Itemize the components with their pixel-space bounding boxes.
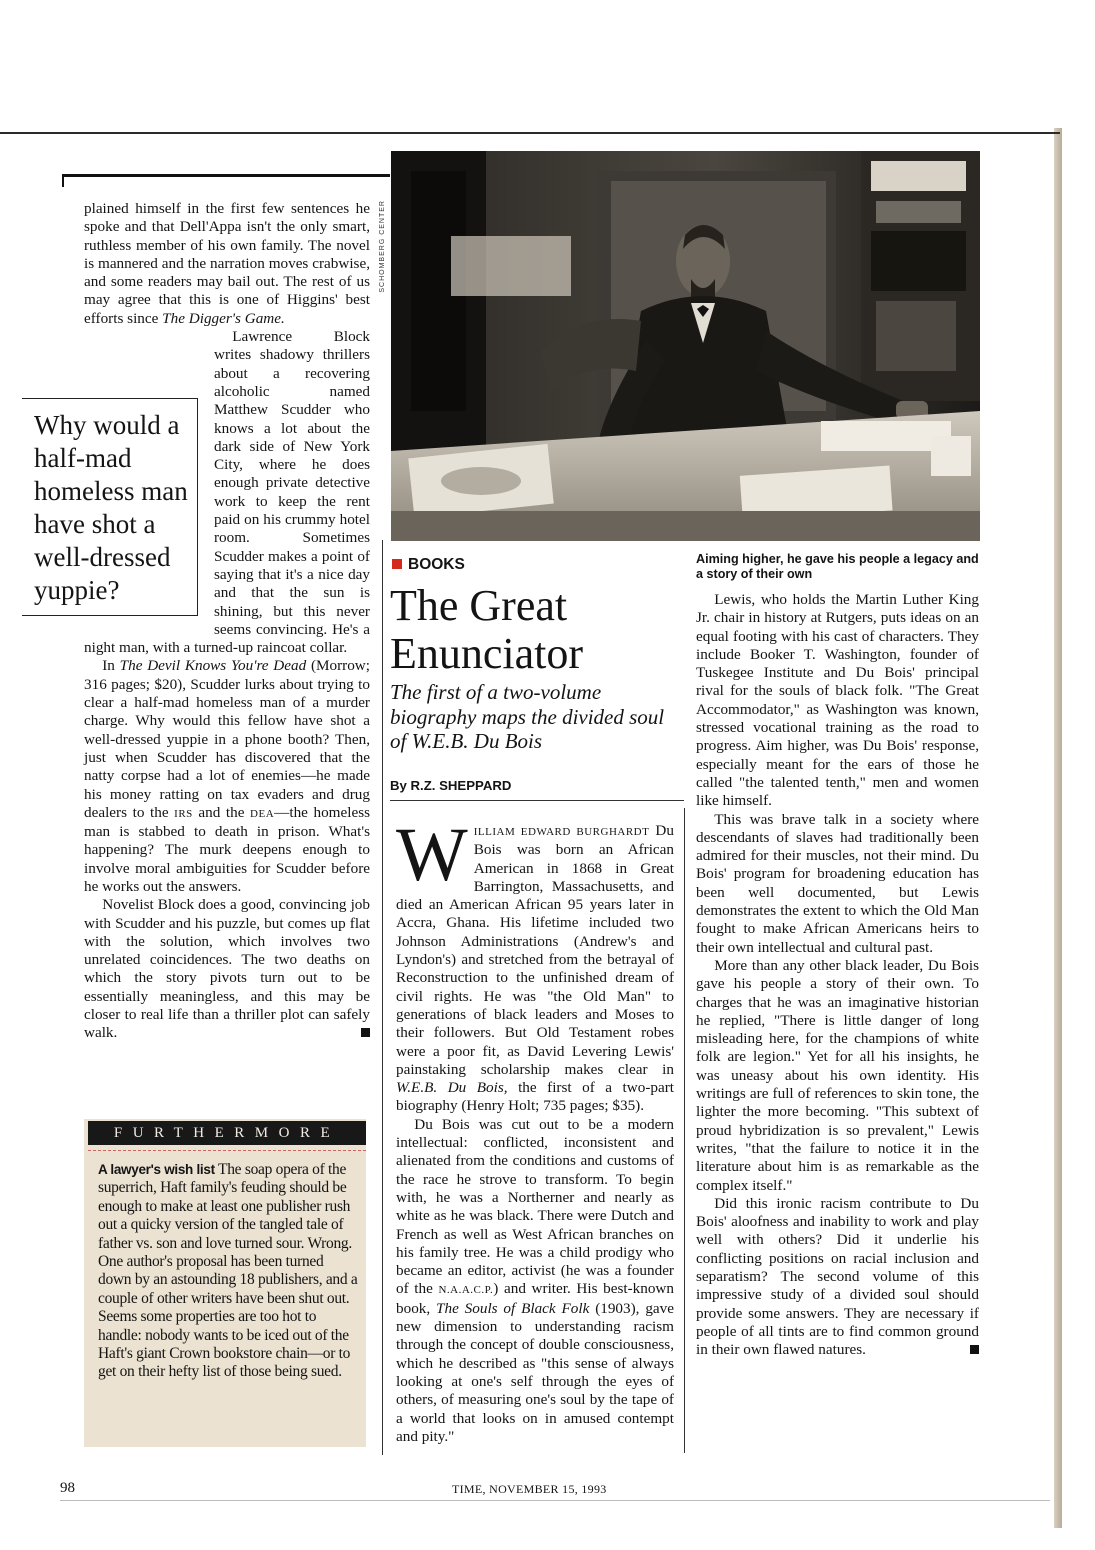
paragraph: In The Devil Knows You're Dead (Morrow; 316 pages; $20), Scudder lurks about trying to clear a half-mad homeless man of a murder charge. Why would this fellow have shot a well-dressed yuppie in a phone booth? Then, just when Scudder has discovered that the natty corpse had a lot of enemies—he made his money ratting on tax evaders and drug dealers to the IRS and the DEA—the homeless man is stabbed to death in prison. What's happening? The murk deepens enough to involve moral ambiguities for Scudder before he works out the answers. <box>84 657 371 895</box>
photo-credit: SCHOMBERG CENTER <box>379 200 386 293</box>
deck: The first of a two-volume biography maps the divided soul of W.E.B. Du Bois <box>390 680 665 753</box>
column-2 <box>396 813 674 1446</box>
paragraph: WILLIAM EDWARD BURGHARDT Du Bois was born an African American in 1868 in Great Barrington, Massachusetts, and died an American African 95 years later in Accra, Ghana. His lifetime included two Johnson Administrations (Andrew's and Lyndon's) and stretched from the betrayal of Reconstruction to the unfinished dream of civil rights. He was "the Old Man" to generations of black leaders and Moses to their followers. But Old Testament robes were a poor fit, as David Levering Lewis' painstaking scholarship makes clear in W.E.B. Du Bois, the first of a two-part biography (Henry Holt; 735 pages; $35). <box>396 813 674 1115</box>
paragraph: More than any other black leader, Du Bois gave his people a story of their own. To charges that he was an imaginative historian he replied, "There is little danger of long misleading here, for the champions of white folk are legion." Yet for all his insights, he was uneasy about his own identity. His writings are full of references to skin tone, the lighter the more becoming. "This subtext of proud hybridization is so prevalent," Lewis writes, "that the failure to notice it in the literature about him is as remarkable as the complex itself." <box>696 956 979 1194</box>
paragraph: This was brave talk in a society where descendants of slaves had traditionally been admired for their muscles, not their mind. Du Bois' program for broadening education has been well documented, but Lewis demonstrates the extent to which the Old Man fought to make African Americans heirs to their own intellectual and cultural past. <box>696 810 979 956</box>
column-1 <box>84 200 370 1043</box>
top-rule <box>0 132 1060 134</box>
photo-illustration <box>391 151 980 541</box>
pull-quote: Why would a half-mad homeless man have shot a well-dressed yuppie? <box>22 398 198 616</box>
column-divider <box>382 540 383 1455</box>
bottom-rule <box>60 1500 1050 1501</box>
paragraph: Lawrence Block writes shadowy thrillers about a recovering alcoholic named Matthew Scudder who knows a lot about the dark side of New York City, where he does enough private detective work to keep the rent paid on his crummy hotel room. Sometimes Scudder makes a point of saying that it's a nice day and that the sun is shining, but this never seems convincing. He's a night man, with a turned-up raincoat collar. <box>84 328 370 657</box>
byline: By R.Z. SHEPPARD <box>390 778 512 793</box>
furthermore-heading: FURTHERMORE <box>88 1121 366 1145</box>
page-edge-shadow <box>1054 128 1062 1528</box>
headline: The Great Enunciator <box>390 581 584 678</box>
section-label: BOOKS <box>392 556 465 574</box>
end-mark-icon <box>970 1345 979 1354</box>
page-number: 98 <box>60 1480 75 1496</box>
magazine-footer: TIME, NOVEMBER 15, 1993 <box>452 1482 607 1496</box>
paragraph: Du Bois was cut out to be a modern intellectual: conflicted, inconsistent and alienated from the conditions and customs of the race he strove to transform. To begin with, he was a Northerner and nearly as white as he was black. There were Dutch and French as well as West African branches on his family tree. He was a child prodigy who became an editor, activist (he was a founder of the N.A.A.C.P.) and writer. His best-known book, The Souls of Black Folk (1903), gave new dimension to understanding racism through the concept of double consciousness, which he described as "this sense of always looking at one's self through the eyes of others, of measuring one's soul by the tape of a world that looks on in amused contempt and pity." <box>396 1115 674 1445</box>
drop-cap: W <box>396 813 468 897</box>
photo-caption: Aiming higher, he gave his people a legacy and a story of their own <box>696 552 979 581</box>
column-3 <box>696 591 979 1359</box>
column-divider <box>684 808 685 1453</box>
furthermore-divider <box>88 1150 366 1151</box>
end-mark-icon <box>361 1028 370 1037</box>
furthermore-text: A lawyer's wish list The soap opera of the superrich, Haft family's feuding should be enough to make at least one publisher rush out a quicky version of the tangled tale of father vs. son and love turned sour. Wrong. One author's proposal has been turned down by an astounding 18 publishers, and a couple of other writers have been shut out. Seems some properties are too hot to handle: nobody wants to be iced out of the Haft's giant Crown bookstore chain—or to get on their hefty list of those being sued. <box>98 1161 358 1381</box>
column-frame <box>62 174 390 187</box>
paragraph: Did this ironic racism contribute to Du Bois' aloofness and inability to work and play well with others? Did it underlie his conflicting positions on racial inclusion and separatism? The second volume of this impressive study of a divided soul should provide some answers. They are necessary if people of all tints are to find common ground in their own flawed natures. <box>696 1194 979 1359</box>
byline-rule <box>390 800 684 801</box>
paragraph: Lewis, who holds the Martin Luther King Jr. chair in history at Rutgers, puts ideas on an equal footing with his cast of characters. They include Booker T. Washington, founder of Tuskegee Institute and Du Bois' principal rival for the souls of black folk. "The Great Accommodator," as Washington was known, stressed vocational training as the road to progress. Aim higher, was Du Bois' response, especially meant for the ears of those he called "the talented tenth," men and women like himself. <box>696 591 979 810</box>
paragraph: plained himself in the first few sentences he spoke and that Dell'Appa isn't the only smart, ruthless member of his own family. The novel is mannered and the narration moves crabwise, and some readers may bail out. The rest of us may agree that this is one of Higgins' best efforts since The Digger's Game. <box>84 200 370 327</box>
paragraph: Novelist Block does a good, convincing job with Scudder and his puzzle, but comes up flat with the solution, which involves two unrelated coincidences. The two deaths on which the story pivots turn out to be essentially meaningless, and this may be closer to real life than a thriller plot can safely walk. <box>84 896 370 1042</box>
section-square-icon <box>392 559 402 569</box>
du-bois-photo <box>391 151 980 541</box>
